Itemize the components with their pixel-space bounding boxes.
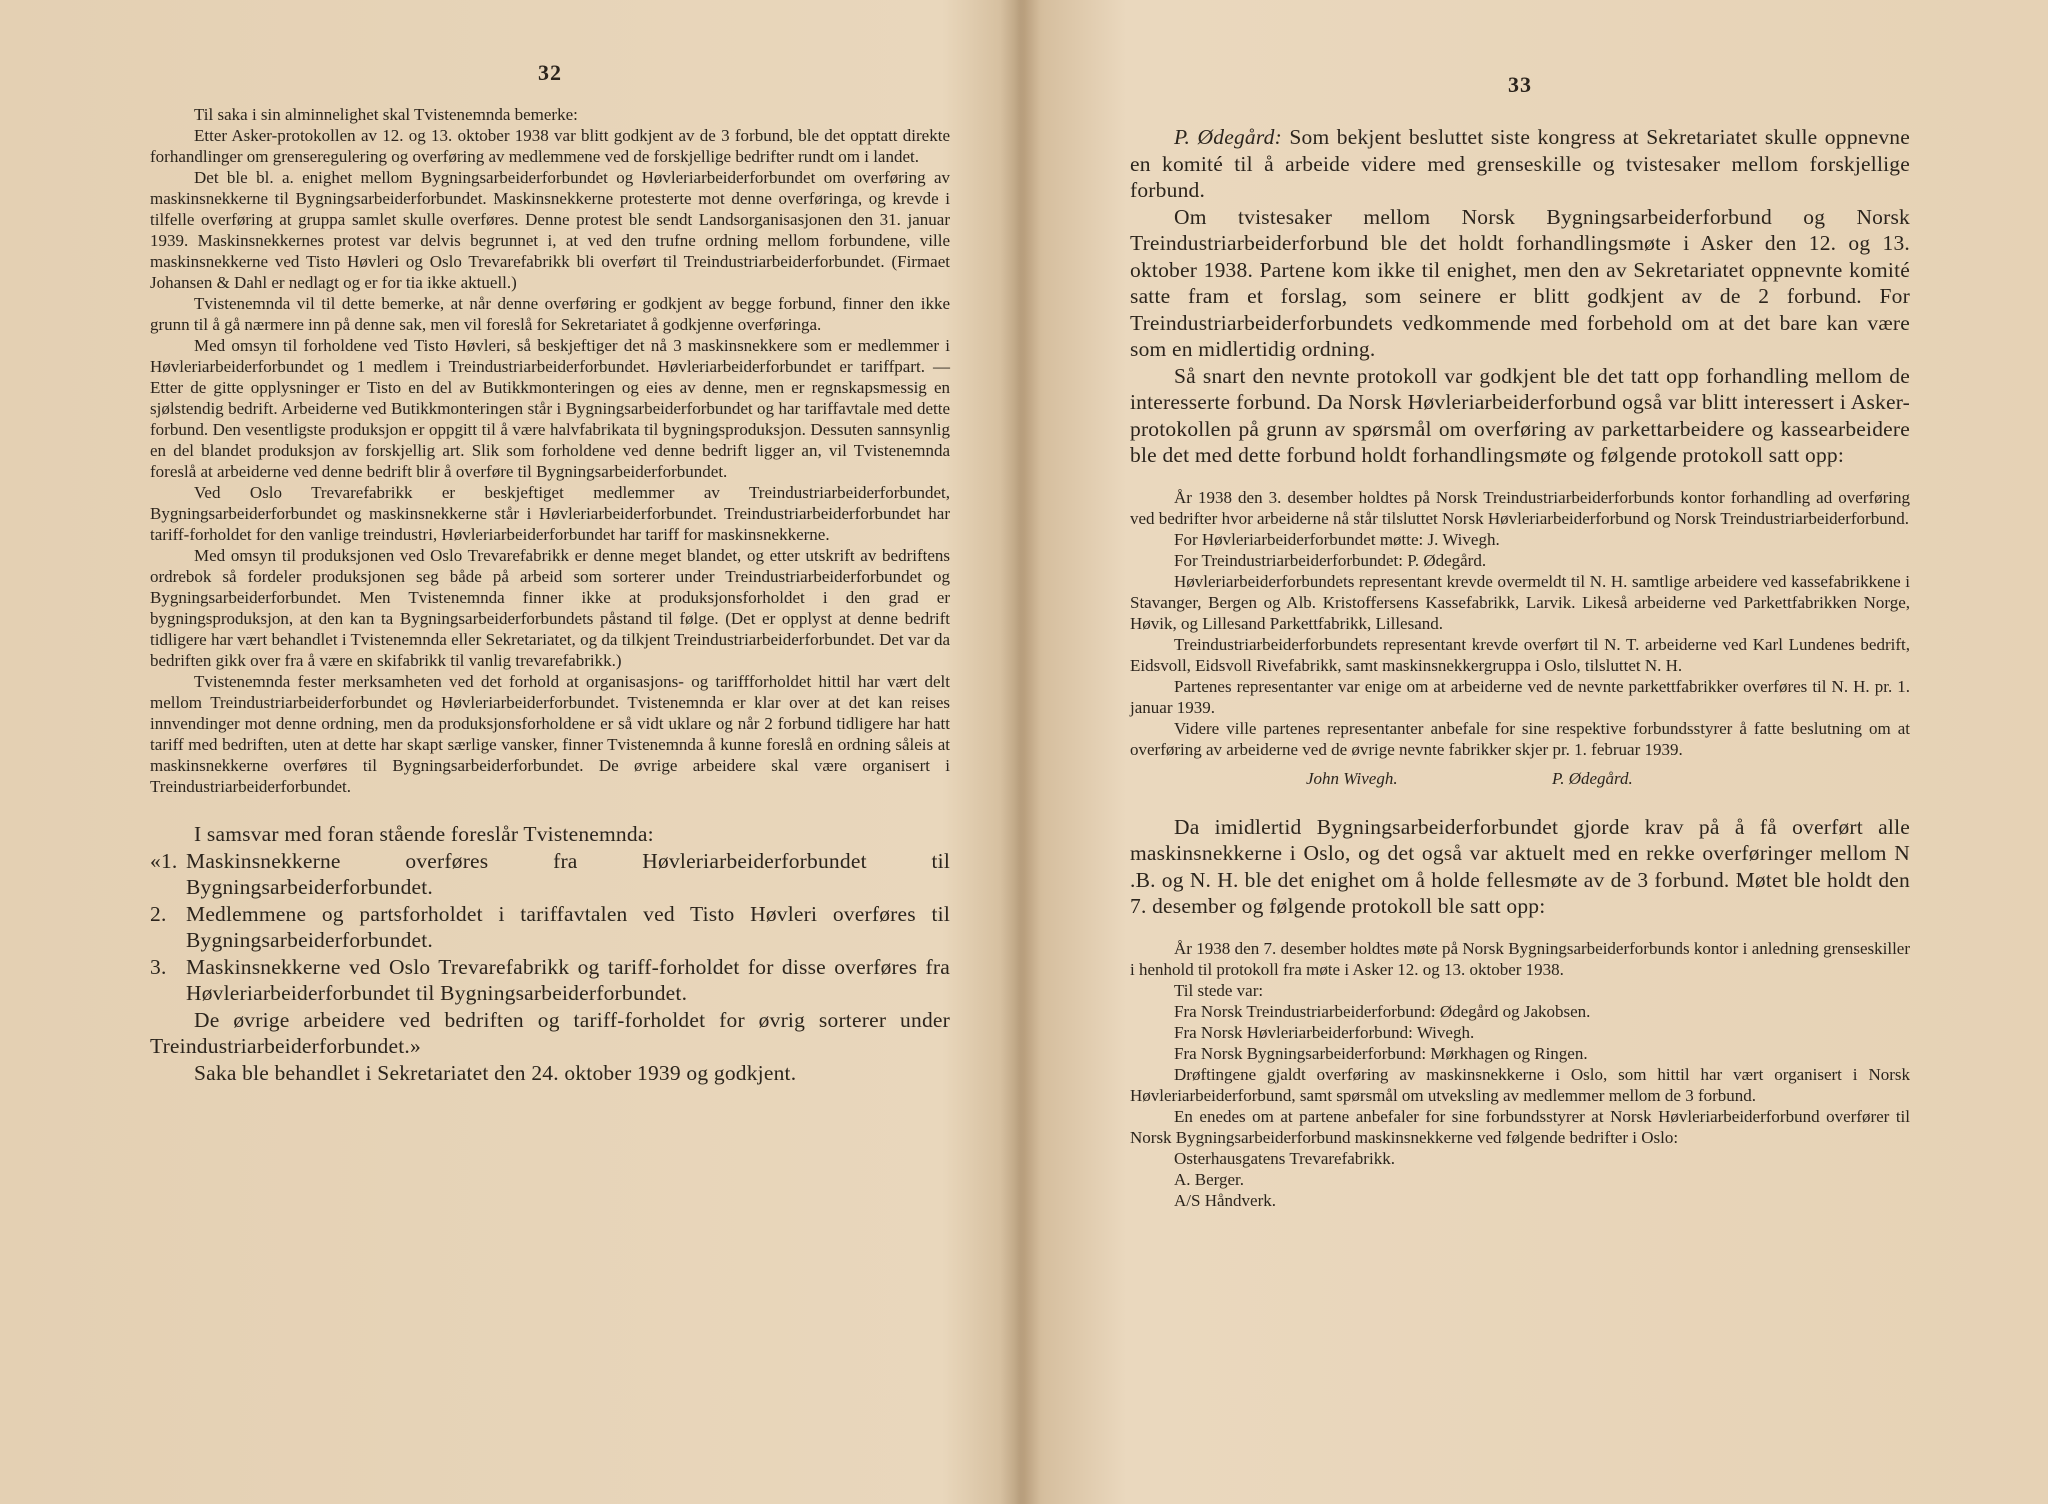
- right-paragraph-1: [1130, 124, 1910, 204]
- page-number-right: 33: [1508, 72, 1532, 97]
- proposal-text: Maskinsnekkerne overføres fra Høvleriarbeiderforbundet til Bygningsarbeiderforbundet.: [186, 848, 950, 899]
- book-gutter: [1000, 0, 1040, 1504]
- left-paragraph: Etter Asker-protokollen av 12. og 13. oktober 1938 var blitt godkjent av de 3 forbund, ble det opptatt direkte forhandlinger om grenseregulering og overføring av medlemmene ved de forskjellige bedrifter rundt om i landet.: [150, 126, 950, 166]
- proposal-number: 2.: [150, 901, 167, 926]
- proposal-item: [150, 954, 950, 1007]
- left-paragraph: Tvistenemnda fester merksamheten ved det forhold at organisasjons- og tariffforholdet hittil har vært delt mellom Treindustriarbeiderforbundet og Høvleriarbeiderforbundet. Tvistenemnda er klar over at det kan reises innvendinger mot denne ordning, men da produksjonsforholdene er så vidt uklare og når 2 forbund tidligere har hatt tariff med bedriften, uten at dette har skapt særlige vansker, finner Tvistenemnda å kunne foreslå en ordning såleis at maskinsnekkerne overføres til Bygningsarbeiderforbundet. De øvrige arbeidere skal være organisert i Treindustriarbeiderforbundet.: [150, 672, 950, 796]
- left-body: [150, 104, 950, 797]
- protocol-line: Høvleriarbeiderforbundets representant krevde overmeldt til N. H. samtlige arbeidere ved kassefabrikkene i Stavanger, Bergen og Alb. Kristoffersens Kassefabrikk, Larvik. Likeså arbeiderne ved Parkettfabrikken Norge, Høvik, og Lillesand Parkettfabrikk, Lillesand.: [1130, 571, 1910, 633]
- present-line: Fra Norsk Bygningsarbeiderforbund: Mørkhagen og Ringen.: [1174, 1043, 1588, 1063]
- protocol-line: Videre ville partenes representanter anbefale for sine respektive forbundsstyrer å fatte beslutning om at overføring av arbeiderne ved de øvrige nevnte fabrikker skjer pr. 1. februar 1939.: [1130, 718, 1910, 759]
- right-paragraph-4: Da imidlertid Bygningsarbeiderforbundet gjorde krav på å få overført alle maskinsnekkerne i Oslo, og det også var aktuelt med en rekke overføringer mellom N .B. og N. H. ble det enighet om å holde fellesmøte av de 3 forbund. Møtet ble holdt den 7. desember og følgende protokoll ble satt opp:: [1130, 814, 1910, 918]
- left-proposal: [150, 821, 950, 1086]
- right-paragraph-3: Så snart den nevnte protokoll var godkjent ble det tatt opp forhandling mellom de interesserte forbund. Da Norsk Høvleriarbeiderforbund også var blitt interessert i Asker-protokollen på grunn av spørsmål om overføring av parkettarbeidere og kassearbeidere ble det med dette forbund holdt forhandlingsmøte og følgende protokoll satt opp:: [1130, 363, 1910, 467]
- speaker-name: P. Ødegård:: [1174, 125, 1282, 149]
- left-intro: Til saka i sin alminnelighet skal Tvistenemnda bemerke:: [194, 105, 578, 124]
- left-paragraph: Tvistenemnda vil til dette bemerke, at når denne overføring er godkjent av begge forbund, finner den ikke grunn til å gå nærmere inn på denne sak, men vil foreslå for Sekretariatet å godkjenne overføringa.: [150, 294, 950, 334]
- protocol-line: År 1938 den 3. desember holdtes på Norsk Treindustriarbeiderforbunds kontor forhandling ad overføring ved bedrifter hvor arbeiderne nå står tilsluttet Norsk Høvleriarbeiderforbund og Norsk Treindustriarbeiderforbund.: [1130, 487, 1910, 528]
- protocol-line: For Treindustriarbeiderforbundet: P. Ødegård.: [1174, 550, 1487, 570]
- right-page: [1130, 0, 1910, 1504]
- protocol-line: Treindustriarbeiderforbundets representant krevde overført til N. T. arbeiderne ved Karl Lundenes bedrift, Eidsvoll, Eidsvoll Rivefabrikk, samt maskinsnekkergruppa i Oslo, tilsluttet N. H.: [1130, 634, 1910, 675]
- company-line: A. Berger.: [1174, 1169, 1245, 1189]
- protocol-line: En enedes om at partene anbefaler for sine forbundsstyrer at Norsk Høvleriarbeiderforbund overfører til Norsk Bygningsarbeiderforbund maskinsnekkerne ved følgende bedrifter i Oslo:: [1130, 1106, 1910, 1147]
- protocol-line: For Høvleriarbeiderforbundet møtte: J. Wivegh.: [1174, 529, 1500, 549]
- speaker-text: Som bekjent besluttet siste kongress at Sekretariatet skulle oppnevne en komité til å arbeide videre med grenseskille og tvistesaker mellom forskjellige forbund.: [1130, 125, 1910, 202]
- left-paragraph: Med omsyn til produksjonen ved Oslo Trevarefabrikk er denne meget blandet, og etter utskrift av bedriftens ordrebok så fordeler produksjonen seg både på arbeid som sorterer under Treindustriarbeiderforbundet og Bygningsarbeiderforbundet. Men Tvistenemnda finner ikke at produksjonsforholdet i den grad er bygningsproduksjon, at den kan ta Bygningsarbeiderforbundets påstand til følge. (Det er opplyst at denne bedrift tidligere har vært behandlet i Tvistenemnda eller Sekretariatet, og da tilkjent Treindustriarbeiderforbundet. Det var da bedriften gikk over fra å være en skifabrikk til vanlig trevarefabrikk.): [150, 546, 950, 670]
- protocol-intro: År 1938 den 7. desember holdtes møte på Norsk Bygningsarbeiderforbunds kontor i anledning grenseskiller i henhold til protokoll fra møte i Asker 12. og 13. oktober 1938.: [1130, 938, 1910, 979]
- signatures: [1130, 768, 1910, 790]
- signature: John Wivegh.: [1306, 768, 1398, 788]
- proposal-item: [150, 901, 950, 954]
- protocol-line: Partenes representanter var enige om at arbeiderne ved de nevnte parkettfabrikker overføres til N. H. pr. 1. januar 1939.: [1130, 676, 1910, 717]
- left-paragraph: Med omsyn til forholdene ved Tisto Høvleri, så beskjeftiger det nå 3 maskinsnekkere som er medlemmer i Høvleriarbeiderforbundet og 1 medlem i Treindustriarbeiderforbundet. Høvleriarbeiderforbundet er tariffpart. — Etter de gitte opplysninger er Tisto en del av Butikkmonteringen og eies av denne, men er regnskapsmessig en sjølstendig bedrift. Arbeiderne ved Butikkmonteringen står i Bygningsarbeiderforbundet og har tariffavtale med dette forbund. Den vesentligste produksjon er oppgitt til å være halvfabrikata til bygningsproduksjon. Dessuten sannsynlig en del blandet produksjon av forskjellig art. Slik som forholdene ved denne bedrift ligger an, vil Tvistenemnda foreslå at arbeiderne ved denne bedrift blir å overføre til Bygningsarbeiderforbundet.: [150, 336, 950, 481]
- signature: P. Ødegård.: [1552, 768, 1633, 788]
- page-number-left: 32: [538, 60, 562, 85]
- left-paragraph: Ved Oslo Trevarefabrikk er beskjeftiget medlemmer av Treindustriarbeiderforbundet, Bygningsarbeiderforbundet og maskinsnekkerne står i Høvleriarbeiderforbundet. Treindustriarbeiderforbundet har tariff-forholdet for den vanlige treindustri, Høvleriarbeiderforbundet har tariff for maskinsnekkerne.: [150, 483, 950, 544]
- proposal-text: Medlemmene og partsforholdet i tariffavtalen ved Tisto Høvleri overføres til Bygningsarbeiderforbundet.: [186, 901, 950, 952]
- final-note: Saka ble behandlet i Sekretariatet den 24. oktober 1939 og godkjent.: [194, 1060, 797, 1085]
- company-line: Osterhausgatens Trevarefabrikk.: [1174, 1148, 1395, 1168]
- proposal-number: 3.: [150, 954, 167, 979]
- right-body-middle: [1130, 814, 1910, 920]
- protocol-line: Drøftingene gjaldt overføring av maskinsnekkerne i Oslo, som hittil har vært organisert i Norsk Høvleriarbeiderforbund, samt spørsmål om utveksling av medlemmer mellom de 3 forbund.: [1130, 1064, 1910, 1105]
- proposal-closing: De øvrige arbeidere ved bedriften og tariff-forholdet for øvrig sorterer under Treindustriarbeiderforbundet.»: [150, 1007, 950, 1058]
- right-paragraph-2: Om tvistesaker mellom Norsk Bygningsarbeiderforbund og Norsk Treindustriarbeiderforbund ble det holdt forhandlingsmøte i Asker den 12. og 13. oktober 1938. Partene kom ikke til enighet, men den av Sekretariatet oppnevnte komité satte fram et forslag, som seinere er blitt godkjent av de 2 forbund. For Treindustriarbeiderforbundets vedkommende med forbehold om at det bare kan være som en midlertidig ordning.: [1130, 204, 1910, 361]
- proposal-number: «1.: [150, 848, 178, 873]
- left-page: [150, 0, 950, 1504]
- present-line: Fra Norsk Høvleriarbeiderforbund: Wivegh.: [1174, 1022, 1475, 1042]
- left-paragraph: Det ble bl. a. enighet mellom Bygningsarbeiderforbundet og Høvleriarbeiderforbundet om overføring av maskinsnekkerne til Bygningsarbeiderforbundet. Maskinsnekkerne protesterte mot denne overføringa, og krevde i tilfelle overføring at gruppa samlet skulle overføres. Denne protest ble sendt Landsorganisasjonen den 31. januar 1939. Maskinsnekkernes protest var delvis begrunnet i, at ved den trufne ordning mellom forbundene, ville maskinsnekkerne ved Tisto Høvleri og Oslo Trevarefabrikk bli overført til Treindustriarbeiderforbundet. (Firmaet Johansen & Dahl er nedlagt og er for tia ikke aktuell.): [150, 168, 950, 292]
- proposal-intro: I samsvar med foran stående foreslår Tvistenemnda:: [194, 822, 654, 846]
- proposal-text: Maskinsnekkerne ved Oslo Trevarefabrikk og tariff-forholdet for disse overføres fra Høvleriarbeiderforbundet til Bygningsarbeiderforbundet.: [186, 954, 950, 1005]
- protocol-2: [1130, 938, 1910, 1211]
- present-label: Til stede var:: [1174, 980, 1264, 1000]
- proposal-item: [150, 848, 950, 901]
- right-body-top: [1130, 124, 1910, 469]
- company-line: A/S Håndverk.: [1174, 1190, 1276, 1210]
- present-line: Fra Norsk Treindustriarbeiderforbund: Ødegård og Jakobsen.: [1174, 1001, 1591, 1021]
- protocol-1: [1130, 487, 1910, 790]
